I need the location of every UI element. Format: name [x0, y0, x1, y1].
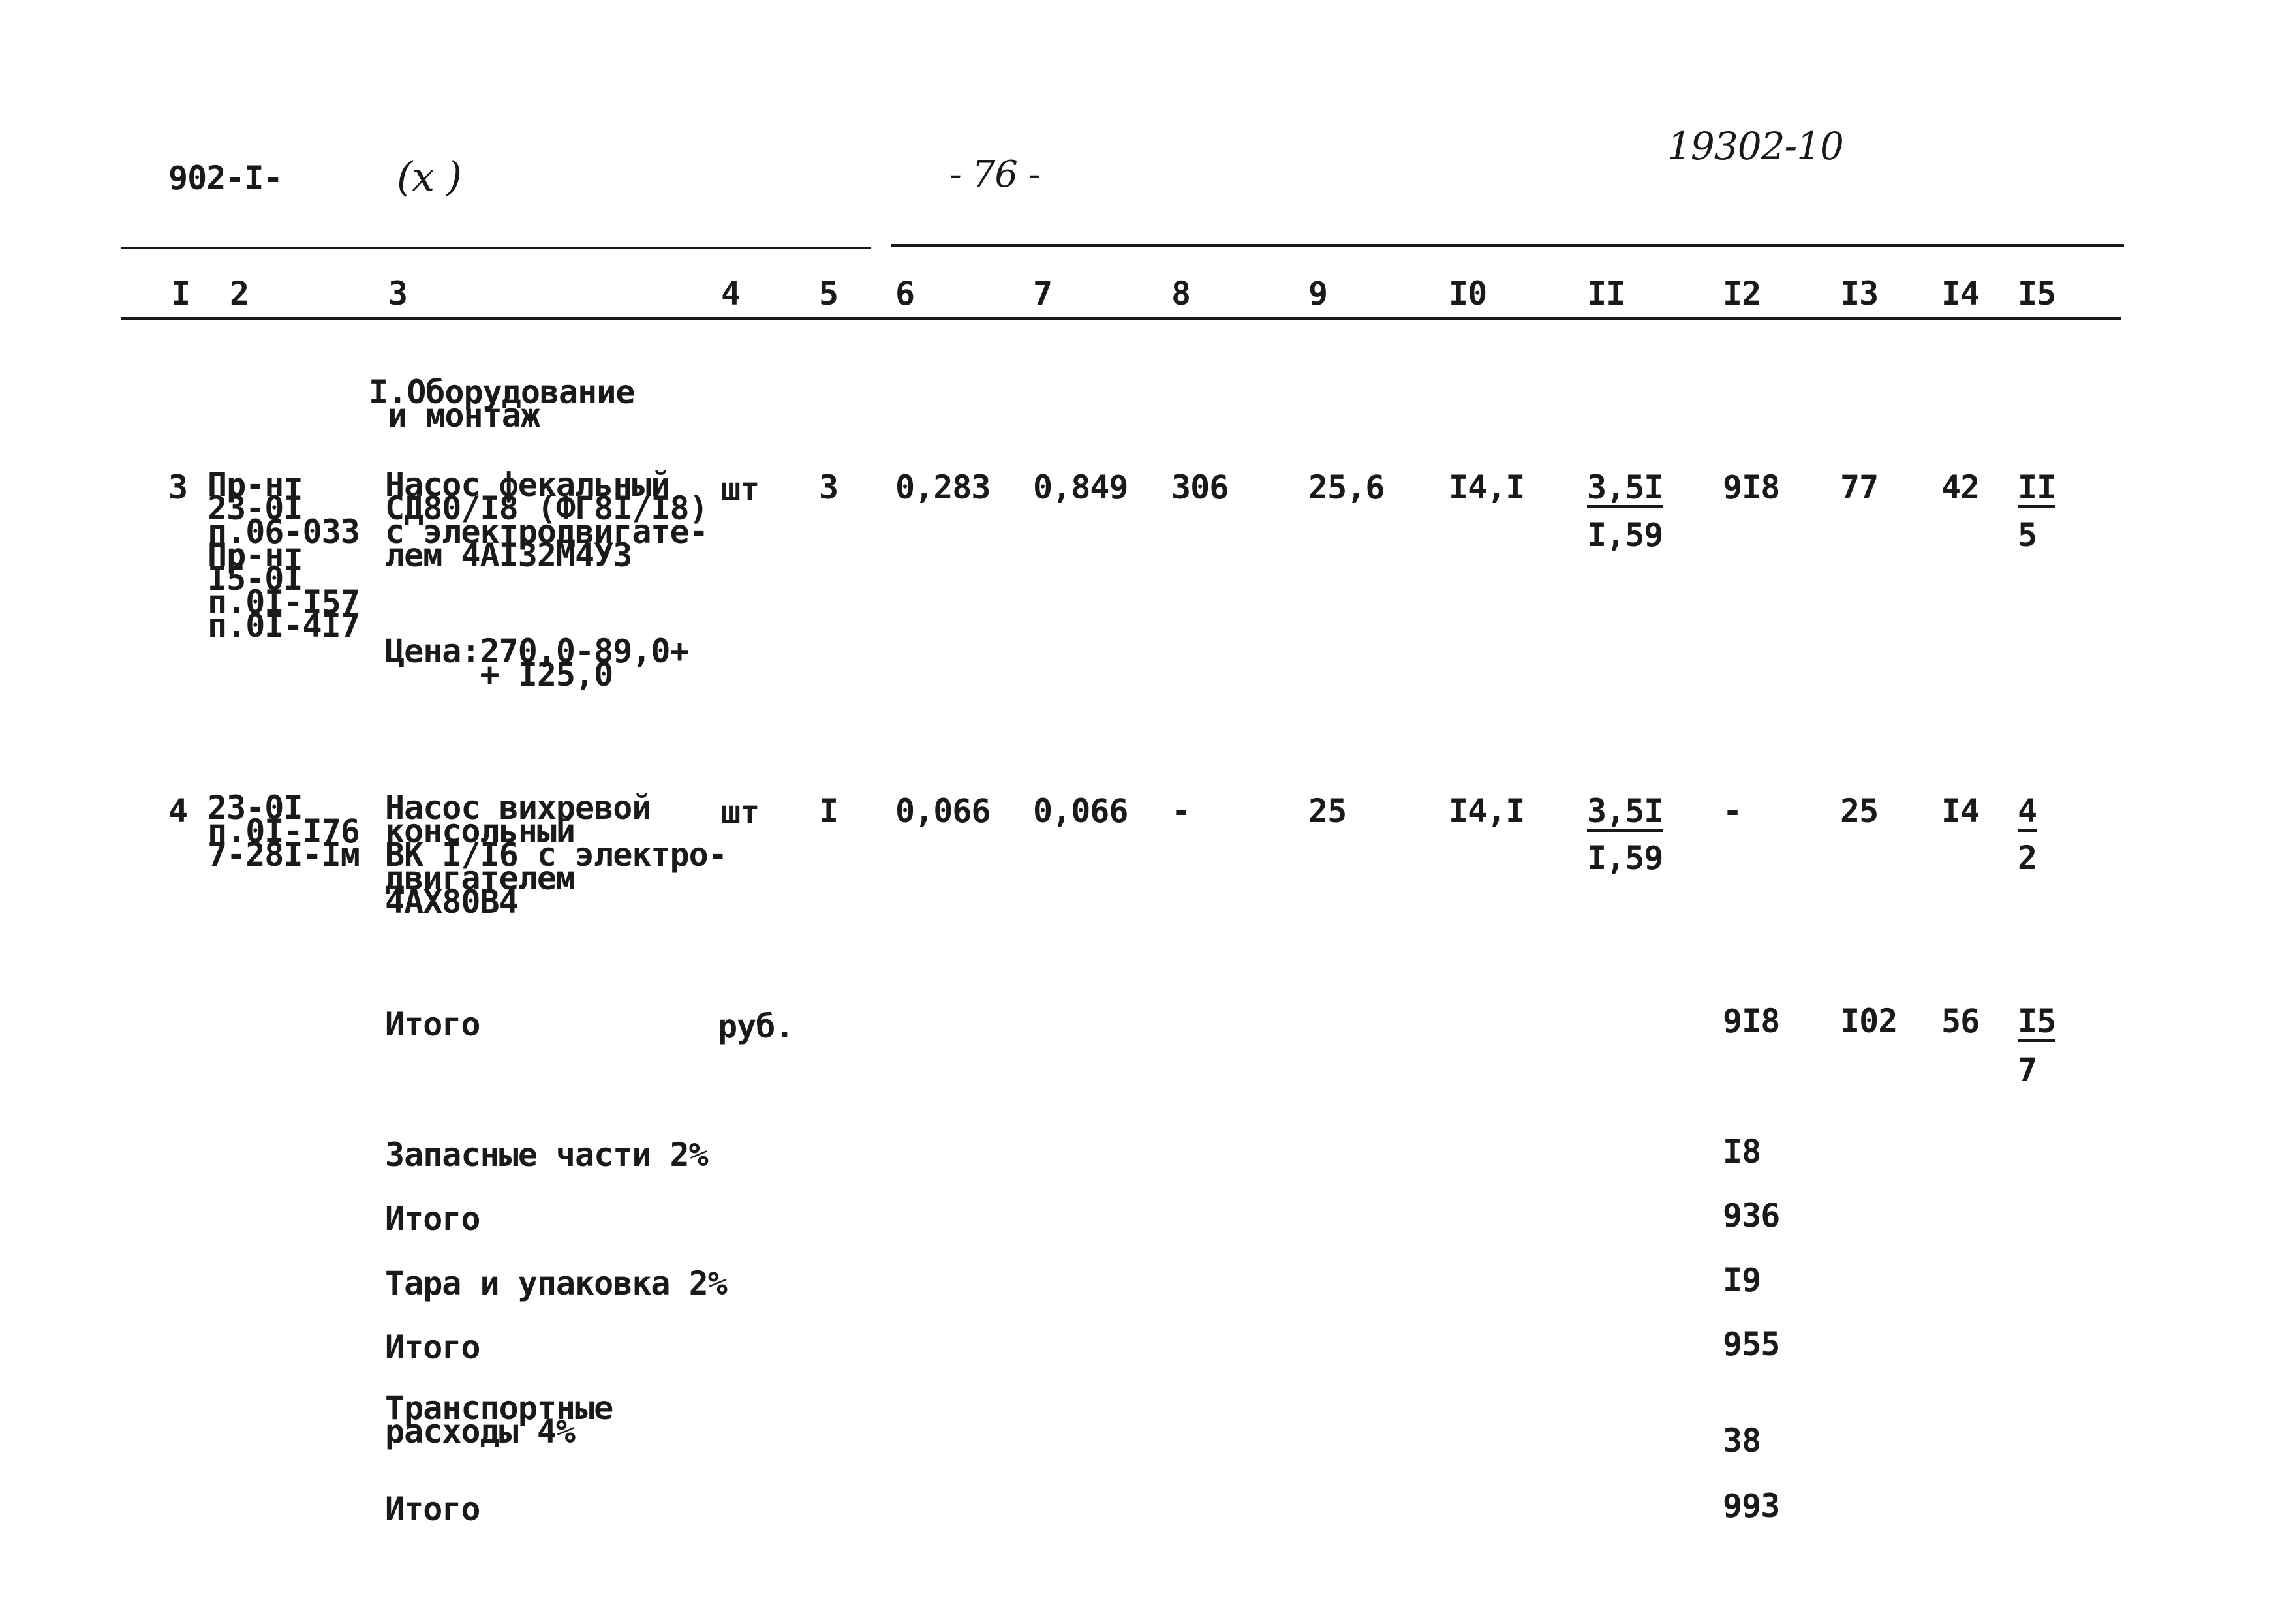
row-quantity: I — [819, 792, 839, 830]
row-col11-bottom: I,59 — [1587, 839, 1663, 877]
row-reference: 23-0I п.0I-I76 7-28I-Iм — [208, 789, 360, 874]
row-col11-top: 3,5I — [1587, 471, 1663, 508]
row-col15-top: 4 — [2018, 795, 2037, 832]
column-header: 9 — [1308, 275, 1328, 313]
row-reference: Пр-нт 23-0I п.06-033 Пр-нт I5-0I п.0I-I57 п.0I-4I7 — [208, 466, 360, 645]
row-unit: шт — [721, 793, 760, 831]
archive-number: 19302-10 — [1667, 124, 1843, 168]
row-col7: 0,066 — [1033, 792, 1128, 830]
summary-value: I9 — [1723, 1261, 1761, 1299]
row-col9: 25,6 — [1308, 468, 1385, 506]
row-col10: I4,I — [1449, 792, 1525, 830]
header-bottom-rule — [121, 317, 2121, 320]
summary-value: I8 — [1723, 1133, 1761, 1171]
variant-mark: (x ) — [397, 153, 462, 200]
summary-label: Итого — [385, 1328, 480, 1366]
summary-label: Запасные части 2% — [385, 1136, 708, 1174]
row-name: Насос фекальный СД80/I8 (ФГ8I/I8) с электродвигате- лем 4АI32М4У3 — [385, 466, 708, 574]
row-quantity: 3 — [819, 468, 839, 506]
top-rule-left — [121, 247, 871, 249]
row-col8: 306 — [1171, 468, 1229, 506]
row-name: Насос вихревой консольный ВК I/I6 с электро- двигателем 4АХ80В4 — [385, 789, 727, 921]
row-col10: I4,I — [1449, 468, 1525, 506]
row-number: 3 — [168, 468, 188, 506]
column-header: I4 — [1941, 275, 1980, 313]
row-col12: - — [1723, 792, 1742, 830]
row-col11-top: 3,5I — [1587, 795, 1663, 832]
column-header: I2 — [1723, 275, 1761, 313]
row-col6: 0,283 — [895, 468, 991, 506]
row-number: 4 — [168, 792, 188, 830]
section-title: I.Оборудование и монтаж — [369, 373, 635, 435]
total-col13: I02 — [1840, 1002, 1898, 1040]
summary-label: Итого — [385, 1490, 480, 1528]
page-number: - 76 - — [949, 153, 1040, 196]
row-col8: - — [1171, 792, 1191, 830]
row-col11-bottom: I,59 — [1587, 516, 1663, 554]
row-col15-bottom: 5 — [2018, 516, 2037, 554]
row-unit: шт — [721, 470, 760, 508]
column-header: I5 — [2018, 275, 2056, 313]
summary-label: Транспортные расходы 4% — [385, 1389, 613, 1450]
row-price-note: Цена:270,0-89,0+ + I25,0 — [385, 632, 689, 694]
column-header: I3 — [1840, 275, 1879, 313]
row-col15-top: II — [2018, 471, 2055, 508]
total-col15-top: I5 — [2018, 1005, 2055, 1042]
column-header: 3 — [388, 275, 408, 313]
summary-value: 936 — [1723, 1197, 1780, 1234]
row-col12: 9I8 — [1723, 468, 1780, 506]
row-col7: 0,849 — [1033, 468, 1128, 506]
column-header: 2 — [230, 275, 249, 313]
column-header: 8 — [1171, 275, 1191, 313]
total-label: Итого — [385, 1005, 480, 1043]
total-col15-bottom: 7 — [2018, 1051, 2037, 1089]
row-col13: 25 — [1840, 792, 1879, 830]
row-col14: I4 — [1941, 792, 1980, 830]
row-col14: 42 — [1941, 468, 1980, 506]
summary-value: 38 — [1723, 1422, 1761, 1460]
column-header: II — [1587, 275, 1625, 313]
summary-label: Итого — [385, 1200, 480, 1238]
document-code: 902-I- — [168, 159, 283, 197]
column-header: 4 — [721, 275, 741, 313]
total-col12: 9I8 — [1723, 1002, 1780, 1040]
row-col6: 0,066 — [895, 792, 991, 830]
top-rule-right — [891, 244, 2124, 247]
total-unit: руб. — [718, 1007, 794, 1045]
column-header: 6 — [895, 275, 915, 313]
total-col14: 56 — [1941, 1002, 1980, 1040]
column-header: I0 — [1449, 275, 1487, 313]
column-header: 5 — [819, 275, 839, 313]
row-col15-bottom: 2 — [2018, 839, 2037, 877]
row-col9: 25 — [1308, 792, 1347, 830]
summary-value: 955 — [1723, 1325, 1780, 1363]
row-col13: 77 — [1840, 468, 1879, 506]
column-header: I — [171, 275, 191, 313]
summary-label: Тара и упаковка 2% — [385, 1264, 727, 1302]
column-header: 7 — [1033, 275, 1053, 313]
summary-value: 993 — [1723, 1487, 1780, 1525]
